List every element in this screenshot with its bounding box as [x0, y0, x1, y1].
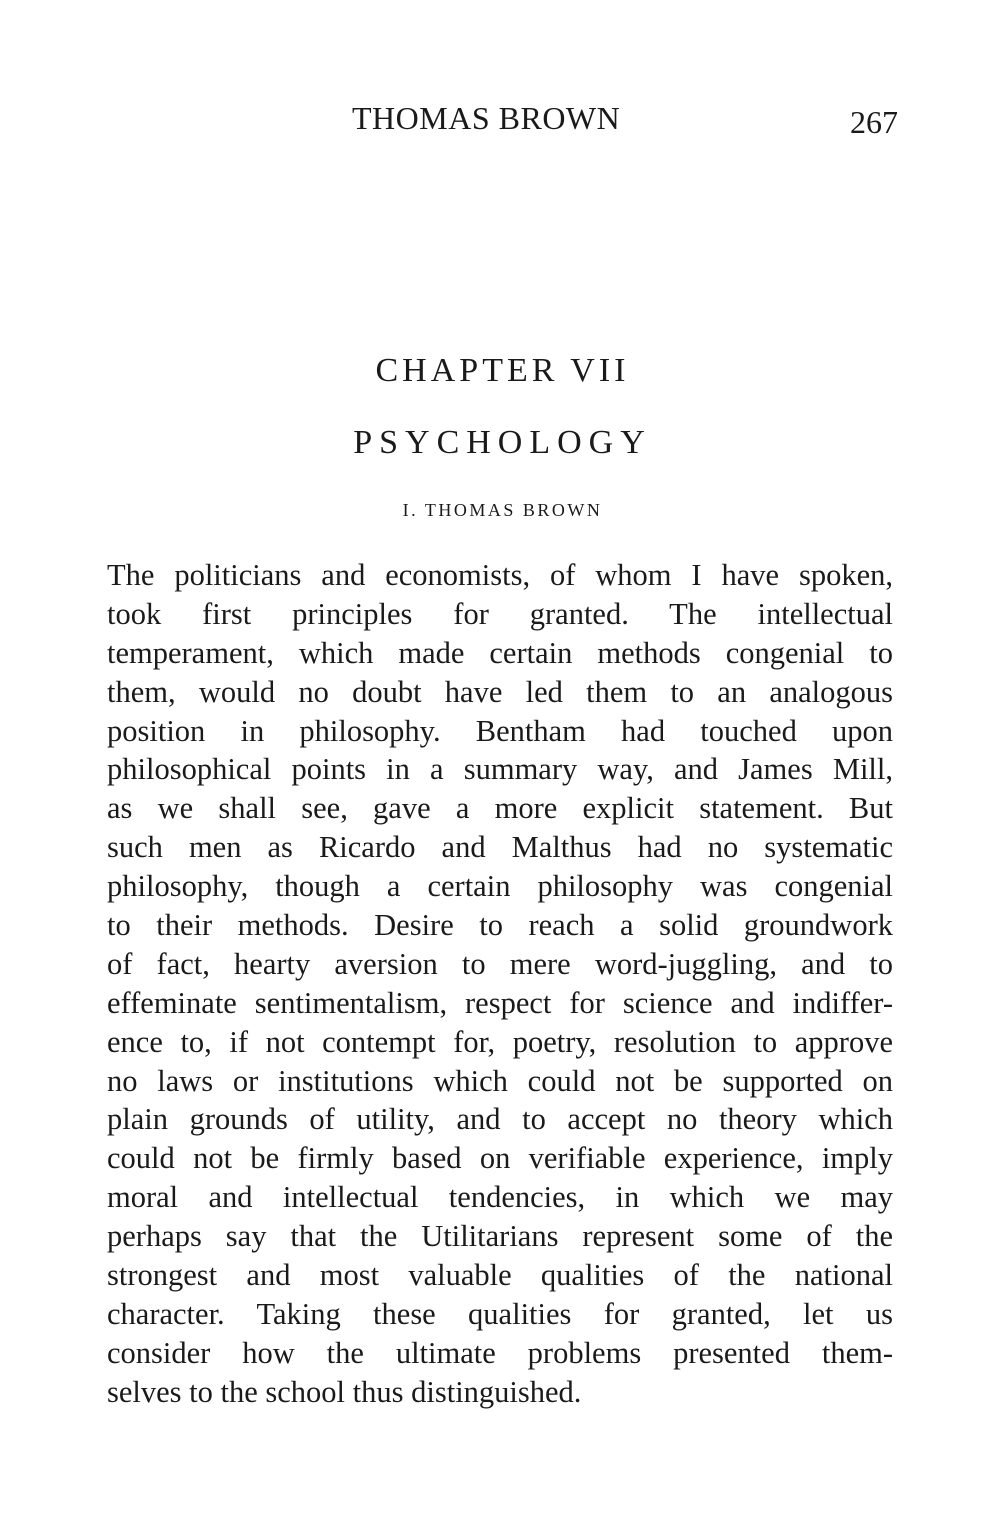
- body-line: perhaps say that the Utilitarians represent some of the: [107, 1219, 893, 1254]
- body-line: The politicians and economists, of whom I have spoken,: [107, 558, 893, 592]
- body-line: such men as Ricardo and Malthus had no systematic: [107, 830, 893, 865]
- body-line: selves to the school thus distinguished.: [107, 1374, 582, 1409]
- body-line: no laws or institutions which could not be supported on: [107, 1063, 893, 1098]
- body-line: effeminate sentimentalism, respect for science and indiffer-: [107, 985, 893, 1020]
- body-line: plain grounds of utility, and to accept no theory which: [107, 1102, 893, 1137]
- body-line: to their methods. Desire to reach a solid groundwork: [107, 908, 893, 943]
- body-line: consider how the ultimate problems presented them-: [107, 1335, 893, 1370]
- body-line: took first principles for granted. The intellectual: [107, 596, 893, 631]
- section-heading: I. THOMAS BROWN: [402, 500, 603, 520]
- body-line: philosophy, though a certain philosophy was congenial: [107, 869, 893, 904]
- body-line: as we shall see, gave a more explicit statement. But: [107, 791, 893, 826]
- body-line: ence to, if not contempt for, poetry, resolution to approve: [107, 1024, 893, 1059]
- body-text: [107, 556, 893, 1412]
- running-title: THOMAS BROWN: [352, 100, 621, 136]
- body-line: temperament, which made certain methods congenial to: [107, 635, 893, 670]
- body-line: philosophical points in a summary way, and James Mill,: [107, 752, 893, 787]
- chapter-number: CHAPTER VII: [375, 352, 630, 389]
- body-line: could not be firmly based on verifiable experience, imply: [107, 1141, 893, 1176]
- body-line: of fact, hearty aversion to mere word-juggling, and to: [107, 946, 893, 981]
- running-head: [0, 100, 1000, 140]
- body-line: moral and intellectual tendencies, in which we may: [107, 1180, 893, 1215]
- body-line: them, would no doubt have led them to an analogous: [107, 674, 893, 709]
- page-number: 267: [850, 104, 898, 140]
- chapter-title: PSYCHOLOGY: [353, 424, 652, 461]
- body-line: position in philosophy. Bentham had touched upon: [107, 713, 893, 748]
- body-line: strongest and most valuable qualities of the national: [107, 1258, 893, 1293]
- body-line: character. Taking these qualities for granted, let us: [107, 1296, 893, 1331]
